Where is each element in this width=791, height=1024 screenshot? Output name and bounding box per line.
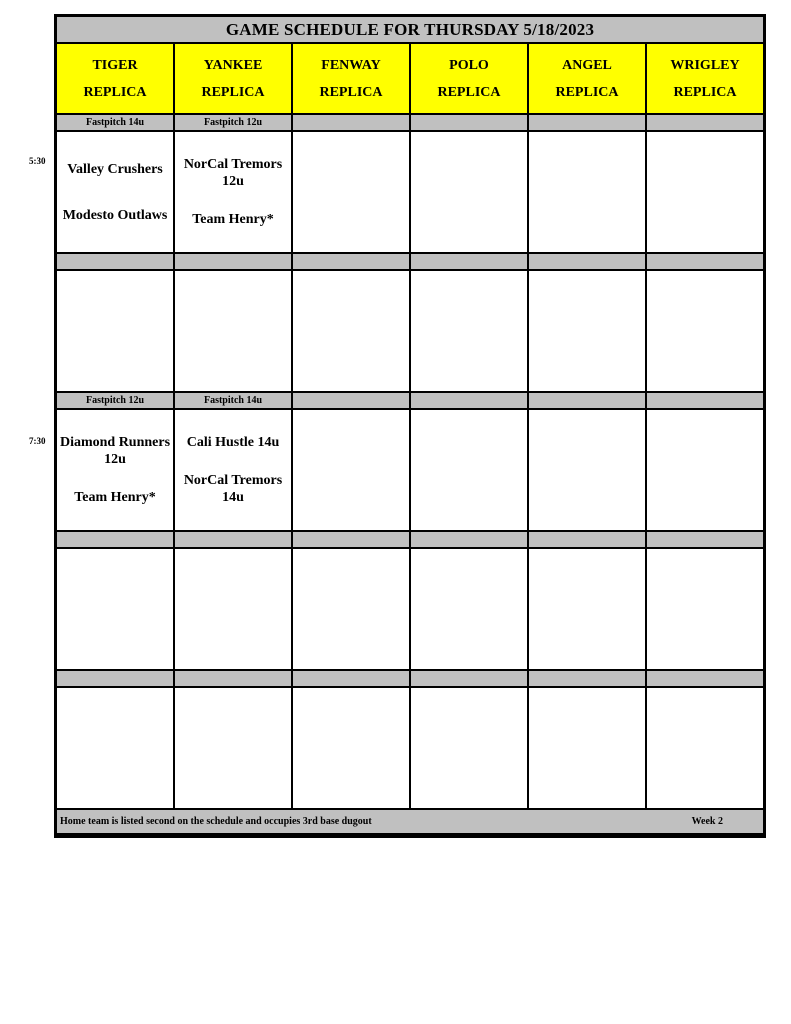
schedule-title: GAME SCHEDULE FOR THURSDAY 5/18/2023 (56, 16, 764, 43)
field-name: ANGEL (562, 57, 612, 73)
game-slot (174, 687, 292, 809)
game-slot (174, 131, 292, 253)
game-slot (292, 409, 410, 531)
division-label (528, 114, 646, 131)
game-slot (528, 409, 646, 531)
game-slot (646, 131, 764, 253)
division-label: Fastpitch 14u (56, 114, 174, 131)
division-label (292, 114, 410, 131)
game-slot (56, 270, 174, 392)
game-slot (646, 270, 764, 392)
game-slot (56, 687, 174, 809)
field-name: WRIGLEY (670, 57, 740, 73)
division-label (410, 670, 528, 687)
division-label (410, 114, 528, 131)
away-team: NorCal Tremors 12u (183, 157, 283, 190)
division-label (528, 670, 646, 687)
game-slot (410, 687, 528, 809)
field-header-wrigley (646, 43, 764, 114)
game-slot (646, 409, 764, 531)
division-label (174, 253, 292, 270)
division-label: Fastpitch 12u (174, 114, 292, 131)
week-label: Week 2 (691, 816, 723, 827)
home-team: Team Henry* (192, 211, 274, 227)
division-label (56, 531, 174, 548)
home-team: NorCal Tremors 14u (183, 472, 283, 505)
game-slot (292, 270, 410, 392)
field-sub: REPLICA (437, 84, 501, 100)
division-label: Fastpitch 14u (174, 392, 292, 409)
division-label (410, 531, 528, 548)
field-sub: REPLICA (319, 84, 383, 100)
game-slot (646, 687, 764, 809)
schedule-table (54, 14, 766, 838)
field-header-angel (528, 43, 646, 114)
division-label (292, 253, 410, 270)
game-slot (56, 409, 174, 531)
field-name: POLO (449, 57, 489, 73)
game-slot (292, 131, 410, 253)
time-label-730: 7:30 (29, 436, 46, 446)
division-label (292, 392, 410, 409)
game-slot (528, 270, 646, 392)
field-name: FENWAY (321, 57, 381, 73)
home-team-note: Home team is listed second on the schedule and occupies 3rd base dugout (60, 816, 372, 827)
schedule-footer (56, 809, 764, 834)
field-name: TIGER (92, 57, 138, 73)
field-header-yankee (174, 43, 292, 114)
time-label-530: 5:30 (29, 156, 46, 166)
division-label (174, 531, 292, 548)
division-label (410, 392, 528, 409)
field-sub: REPLICA (83, 84, 147, 100)
division-label (528, 531, 646, 548)
division-label (528, 253, 646, 270)
game-slot (56, 131, 174, 253)
game-slot (292, 548, 410, 670)
division-label (646, 253, 764, 270)
field-name: YANKEE (203, 57, 263, 73)
game-slot (410, 270, 528, 392)
division-label (292, 670, 410, 687)
away-team: Valley Crushers (67, 161, 163, 177)
game-slot (174, 270, 292, 392)
division-label (646, 392, 764, 409)
field-header-polo (410, 43, 528, 114)
division-label (56, 253, 174, 270)
home-team: Modesto Outlaws (62, 207, 168, 223)
division-label (646, 670, 764, 687)
game-slot (410, 548, 528, 670)
home-team: Team Henry* (74, 489, 156, 505)
division-label (56, 670, 174, 687)
field-sub: REPLICA (201, 84, 265, 100)
division-label (292, 531, 410, 548)
away-team: Diamond Runners 12u (59, 435, 171, 468)
field-sub: REPLICA (673, 84, 737, 100)
division-label (174, 670, 292, 687)
division-label (646, 114, 764, 131)
field-header-fenway (292, 43, 410, 114)
division-label (646, 531, 764, 548)
game-slot (410, 131, 528, 253)
division-label: Fastpitch 12u (56, 392, 174, 409)
game-slot (528, 687, 646, 809)
game-slot (56, 548, 174, 670)
game-slot (646, 548, 764, 670)
away-team: Cali Hustle 14u (186, 435, 280, 451)
division-label (410, 253, 528, 270)
game-slot (174, 548, 292, 670)
game-slot (292, 687, 410, 809)
field-header-tiger (56, 43, 174, 114)
game-slot (410, 409, 528, 531)
game-slot (528, 548, 646, 670)
field-sub: REPLICA (555, 84, 619, 100)
game-slot (528, 131, 646, 253)
division-label (528, 392, 646, 409)
game-slot (174, 409, 292, 531)
